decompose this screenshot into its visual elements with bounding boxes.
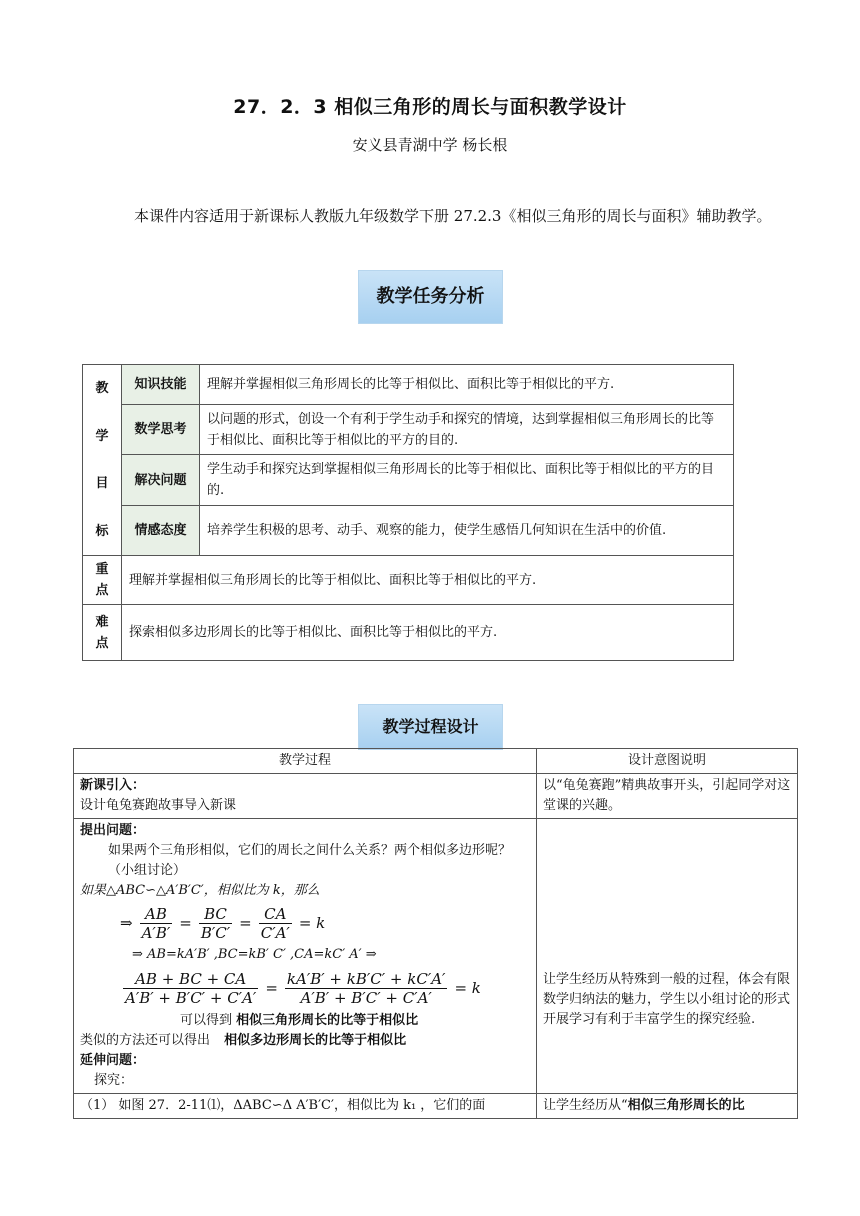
objective-label: 知识技能: [122, 365, 200, 405]
frac-den: B′C′: [200, 923, 231, 942]
explore-note-prefix: 让学生经历从“: [543, 1098, 628, 1113]
objectives-rowhead: [83, 365, 122, 556]
process-table: [73, 748, 798, 1119]
conclusion-polygon: 相似多边形周长的比等于相似比: [224, 1033, 407, 1048]
section-banner-process: 教学过程设计: [358, 704, 503, 750]
frac-num: AB: [140, 905, 173, 924]
key-point-text: 理解并掌握相似三角形周长的比等于相似比、面积比等于相似比的平方.: [122, 556, 734, 605]
ratio-equation: ⇒ $\frac{AB}{A'B'}$ = $\frac{BC}{B'C'}$ = $\frac{CA}{C'A'}$ = k: [120, 904, 326, 942]
author-line: 安义县青湖中学 杨长根: [352, 136, 508, 154]
conclusion-triangle: 相似三角形周长的比等于相似比: [236, 1013, 419, 1028]
objective-text: 理解并掌握相似三角形周长的比等于相似比、面积比等于相似比的平方.: [200, 365, 734, 405]
process-col-header: 教学过程: [74, 749, 537, 774]
frac-num: CA: [259, 905, 292, 924]
extend-heading: 延伸问题：: [80, 1053, 146, 1068]
section-banner-task-analysis: 教学任务分析: [358, 270, 503, 324]
objective-label: 情感态度: [122, 505, 200, 555]
similar-condition: 如果△ABC∽△A′B′C′，相似比为 k，那么: [80, 883, 320, 898]
objective-label: 数学思考: [122, 405, 200, 455]
intro-text: 设计龟兔赛跑故事导入新课: [80, 798, 237, 813]
rowhead-char: 目: [95, 476, 109, 492]
difficulty-text: 探索相似多边形周长的比等于相似比、面积比等于相似比的平方.: [122, 605, 734, 661]
intent-col-header: 设计意图说明: [537, 749, 798, 774]
intro-paragraph: 本课件内容适用于新课标人教版九年级数学下册 27.2.3《相似三角形的周长与面积》辅助教学。: [134, 207, 772, 225]
frac-den: A′B′ + B′C′ + C′A′: [125, 988, 257, 1007]
key-point-label: 重点: [83, 556, 122, 605]
frac-den: A′B′ + B′C′ + C′A′: [300, 988, 432, 1007]
perimeter-ratio-equation: $\frac{AB + BC + CA}{A'B' + B'C' + C'A'}$ = $\frac{kA'B' + kB'C' + kC'A'}{A'B' + B'C' + C'A'}$ = k: [125, 969, 481, 1007]
explore-note-bold: 相似三角形周长的比: [627, 1098, 745, 1113]
conclusion-prefix: 类似的方法还可以得出: [80, 1033, 211, 1048]
eq-k: = k: [454, 979, 481, 997]
intro-heading: 新课引入：: [80, 778, 146, 793]
objective-text: 以问题的形式，创设一个有利于学生动手和探究的情境，达到掌握相似三角形周长的比等于相似比、面积比等于相似比的平方的目的.: [200, 405, 734, 455]
difficulty-label: 难点: [83, 605, 122, 661]
frac-num: AB + BC + CA: [123, 970, 258, 989]
conclusion-prefix: 可以得到: [180, 1013, 233, 1028]
question-note: 让学生经历从特殊到一般的过程，体会有限数学归纳法的魅力，学生以小组讨论的形式开展学习有利于丰富学生的探究经验.: [537, 819, 798, 1094]
frac-den: C′A′: [260, 923, 290, 942]
question-text: 如果两个三角形相似，它们的周长之间什么关系？两个相似多边形呢？ （小组讨论）: [108, 843, 512, 878]
eq-k: = k: [298, 914, 326, 932]
frac-num: BC: [199, 905, 232, 924]
step-line: ⇒ AB=kA′B′ ,BC=kB′ C′ ,CA=kC′ A′ ⇒: [132, 947, 377, 962]
page-title: 27．2．3 相似三角形的周长与面积教学设计: [233, 96, 627, 118]
intro-note: 以“龟兔赛跑”精典故事开头，引起同学对这堂课的兴趣。: [537, 774, 798, 819]
explore-label: 探究：: [94, 1073, 134, 1088]
rowhead-char: 教: [95, 381, 109, 397]
frac-num: kA′B′ + kB′C′ + kC′A′: [286, 969, 446, 988]
objectives-table: [82, 364, 734, 661]
objective-text: 学生动手和探究达到掌握相似三角形周长的比等于相似比、面积比等于相似比的平方的目的.: [200, 455, 734, 505]
objective-text: 培养学生积极的思考、动手、观察的能力，使学生感悟几何知识在生活中的价值.: [200, 505, 734, 555]
rowhead-char: 标: [95, 523, 109, 539]
frac-den: A′B′: [141, 923, 171, 942]
rowhead-char: 学: [95, 428, 109, 444]
explore-item: （1） 如图 27．2-11⑴，ΔABC∽Δ A′B′C′，相似比为 k₁ ，它们的面: [74, 1094, 537, 1119]
question-heading: 提出问题：: [80, 823, 146, 838]
objective-label: 解决问题: [122, 455, 200, 505]
